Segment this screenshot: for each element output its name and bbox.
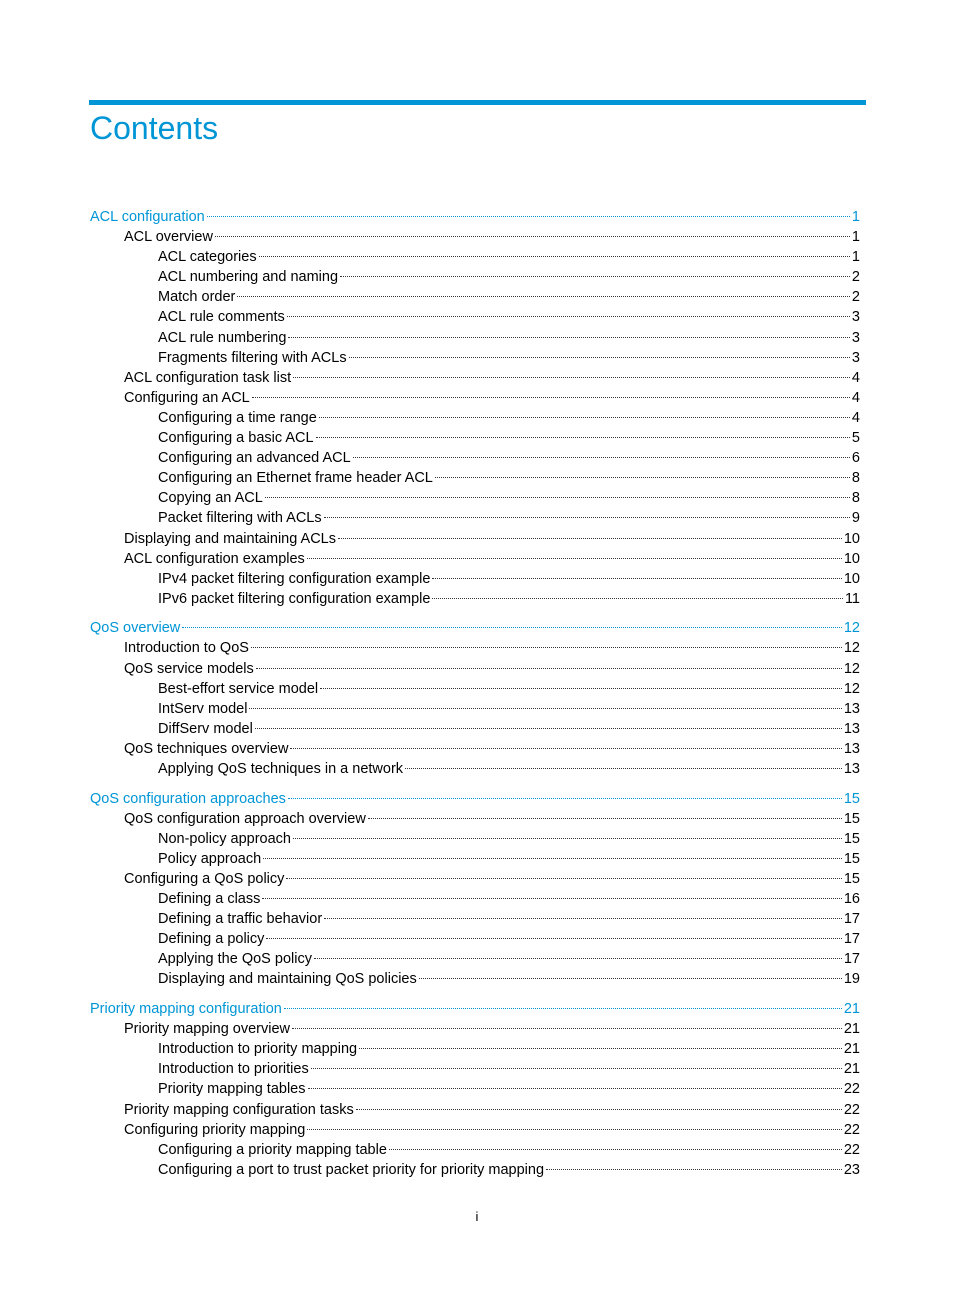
toc-entry-title: QoS configuration approach overview xyxy=(124,810,366,827)
toc-section-link[interactable] xyxy=(90,508,860,528)
toc-entry-page: 4 xyxy=(851,369,860,386)
toc-entry-page: 13 xyxy=(843,740,860,757)
toc-dot-leader xyxy=(286,878,841,879)
toc-dot-leader xyxy=(182,627,842,628)
toc-entry-title: Displaying and maintaining QoS policies xyxy=(158,971,417,988)
toc-dot-leader xyxy=(255,728,842,729)
toc-entry-page: 4 xyxy=(851,389,860,406)
toc-dot-leader xyxy=(324,918,842,919)
toc-entry-title: Priority mapping tables xyxy=(158,1081,306,1098)
toc-entry-title: Configuring a basic ACL xyxy=(158,430,314,447)
toc-section-link[interactable] xyxy=(90,468,860,488)
toc-entry-title: ACL configuration examples xyxy=(124,550,305,567)
toc-dot-leader xyxy=(252,397,850,398)
toc-chapter-link[interactable] xyxy=(90,789,860,809)
toc-entry-page: 13 xyxy=(843,720,860,737)
toc-dot-leader xyxy=(435,477,850,478)
toc-section-link[interactable] xyxy=(90,869,860,889)
toc-entry-title: ACL rule numbering xyxy=(158,329,287,346)
toc-entry-page: 1 xyxy=(851,209,860,225)
toc-entry-page: 22 xyxy=(843,1101,860,1118)
toc-entry-page: 11 xyxy=(844,590,860,607)
toc-entry-title: QoS configuration approaches xyxy=(90,790,286,807)
toc-section-link[interactable] xyxy=(90,348,860,368)
toc-entry-title: Configuring an advanced ACL xyxy=(158,450,351,467)
toc-entry-title: Introduction to priority mapping xyxy=(158,1041,358,1058)
toc-entry-page: 3 xyxy=(851,349,860,366)
toc-dot-leader xyxy=(262,898,842,899)
toc-section-link[interactable] xyxy=(90,307,860,327)
toc-section-link[interactable] xyxy=(90,529,860,549)
toc-section-link[interactable] xyxy=(90,889,860,909)
toc-section-link[interactable] xyxy=(90,739,860,759)
toc-entry-title: Configuring an Ethernet frame header ACL xyxy=(158,470,433,487)
toc-section-link[interactable] xyxy=(90,909,860,929)
toc-entry-title: Priority mapping overview xyxy=(124,1021,291,1038)
toc-entry-page: 10 xyxy=(843,530,860,547)
toc-entry-page: 15 xyxy=(843,871,860,887)
toc-entry-page: 1 xyxy=(851,249,860,266)
toc-section-link[interactable] xyxy=(90,368,860,388)
toc-entry-title: Introduction to QoS xyxy=(124,640,249,657)
toc-dot-leader xyxy=(263,858,842,859)
toc-entry-page: 17 xyxy=(843,911,860,928)
toc-entry-page: 17 xyxy=(843,931,860,948)
toc-entry-title: Configuring a time range xyxy=(158,409,317,426)
toc-dot-leader xyxy=(287,316,850,317)
toc-dot-leader xyxy=(215,236,850,237)
toc-dot-leader xyxy=(419,978,842,979)
toc-dot-leader xyxy=(293,838,842,839)
toc-entry-page: 21 xyxy=(843,1041,860,1058)
toc-entry-page: 3 xyxy=(851,329,860,346)
toc-section-link[interactable] xyxy=(90,699,860,719)
toc-dot-leader xyxy=(265,497,850,498)
toc-dot-leader xyxy=(256,668,842,669)
toc-entry-page: 2 xyxy=(851,289,860,306)
toc-section-link[interactable] xyxy=(90,1079,860,1099)
toc-section-link[interactable] xyxy=(90,287,860,307)
toc-dot-leader xyxy=(288,798,842,799)
toc-entry-page: 16 xyxy=(843,891,860,908)
toc-entry-page: 21 xyxy=(843,1061,860,1078)
toc-entry-page: 15 xyxy=(843,830,860,847)
toc-entry-title: QoS service models xyxy=(124,660,254,677)
toc-section-link[interactable] xyxy=(90,569,860,589)
toc-entry-title: Configuring an ACL xyxy=(124,389,250,406)
toc-entry-page: 12 xyxy=(843,620,860,637)
toc-section-link[interactable] xyxy=(90,388,860,408)
toc-dot-leader xyxy=(349,357,850,358)
toc-dot-leader xyxy=(290,748,841,749)
toc-section-link[interactable] xyxy=(90,1100,860,1120)
toc-dot-leader xyxy=(405,768,842,769)
toc-dot-leader xyxy=(251,647,842,648)
toc-entry-title: QoS techniques overview xyxy=(124,740,289,757)
table-of-contents xyxy=(90,207,860,1180)
toc-entry-title: IntServ model xyxy=(158,700,248,717)
toc-section-link[interactable] xyxy=(90,809,860,829)
toc-entry-title: Best-effort service model xyxy=(158,680,319,697)
toc-entry-title: Defining a policy xyxy=(158,931,265,948)
toc-entry-page: 15 xyxy=(843,850,860,867)
toc-section-link[interactable] xyxy=(90,949,860,969)
toc-dot-leader xyxy=(207,216,850,217)
toc-section-link[interactable] xyxy=(90,1019,860,1039)
toc-dot-leader xyxy=(319,417,850,418)
toc-entry-title: Match order xyxy=(158,289,236,306)
toc-dot-leader xyxy=(368,818,842,819)
toc-section-link[interactable] xyxy=(90,448,860,468)
toc-section-link[interactable] xyxy=(90,1140,860,1160)
toc-dot-leader xyxy=(432,578,841,579)
toc-entry-title: Configuring priority mapping xyxy=(124,1121,306,1138)
toc-dot-leader xyxy=(320,688,842,689)
toc-entry-title: QoS overview xyxy=(90,620,181,637)
toc-entry-title: ACL configuration task list xyxy=(124,369,292,386)
toc-entry-title: ACL overview xyxy=(124,229,213,246)
toc-dot-leader xyxy=(340,276,850,277)
toc-dot-leader xyxy=(314,958,842,959)
toc-section-link[interactable] xyxy=(90,428,860,448)
toc-dot-leader xyxy=(284,1008,842,1009)
toc-entry-title: Configuring a priority mapping table xyxy=(158,1141,387,1158)
toc-entry-page: 19 xyxy=(843,971,860,988)
toc-entry-page: 10 xyxy=(843,550,860,567)
toc-dot-leader xyxy=(546,1169,842,1170)
toc-entry-page: 22 xyxy=(843,1141,860,1158)
toc-entry-page: 13 xyxy=(843,700,860,717)
toc-section-link[interactable] xyxy=(90,659,860,679)
page-number: i xyxy=(475,1209,479,1224)
toc-entry-title: DiffServ model xyxy=(158,720,253,737)
toc-dot-leader xyxy=(293,377,850,378)
toc-entry-page: 4 xyxy=(851,409,860,426)
toc-section-link[interactable] xyxy=(90,549,860,569)
toc-dot-leader xyxy=(311,1068,842,1069)
toc-entry-title: IPv6 packet filtering configuration example xyxy=(158,590,431,607)
toc-dot-leader xyxy=(389,1149,842,1150)
toc-dot-leader xyxy=(324,517,850,518)
toc-entry-title: Configuring a port to trust packet priority for priority mapping xyxy=(158,1161,545,1178)
toc-dot-leader xyxy=(338,538,842,539)
toc-section-link[interactable] xyxy=(90,1120,860,1140)
toc-entry-page: 2 xyxy=(851,269,860,286)
toc-entry-page: 3 xyxy=(851,309,860,326)
toc-entry-title: IPv4 packet filtering configuration example xyxy=(158,570,431,587)
toc-section-link[interactable] xyxy=(90,719,860,739)
toc-entry-page: 8 xyxy=(851,490,860,507)
toc-chapter-link[interactable] xyxy=(90,618,860,638)
toc-section-link[interactable] xyxy=(90,488,860,508)
toc-entry-page: 5 xyxy=(851,430,860,447)
toc-entry-page: 12 xyxy=(843,640,860,657)
toc-entry-title: Applying QoS techniques in a network xyxy=(158,761,404,778)
toc-section-link[interactable] xyxy=(90,679,860,699)
toc-entry-page: 13 xyxy=(843,761,860,778)
toc-entry-title: Defining a traffic behavior xyxy=(158,911,323,928)
toc-entry-title: ACL configuration xyxy=(90,209,205,225)
toc-dot-leader xyxy=(249,708,841,709)
toc-entry-page: 22 xyxy=(843,1121,860,1138)
toc-entry-page: 21 xyxy=(843,1001,860,1018)
toc-section-link[interactable] xyxy=(90,408,860,428)
toc-entry-page: 17 xyxy=(843,951,860,968)
toc-entry-title: Defining a class xyxy=(158,891,261,908)
toc-section-link[interactable] xyxy=(90,759,860,779)
header-rule xyxy=(89,100,866,105)
toc-entry-title: Packet filtering with ACLs xyxy=(158,510,322,527)
toc-entry-page: 15 xyxy=(843,810,860,827)
toc-section-link[interactable] xyxy=(90,969,860,989)
toc-dot-leader xyxy=(266,938,841,939)
toc-dot-leader xyxy=(307,558,842,559)
toc-section-link[interactable] xyxy=(90,247,860,267)
toc-section-link[interactable] xyxy=(90,829,860,849)
toc-entry-title: Fragments filtering with ACLs xyxy=(158,349,347,366)
toc-chapter-link[interactable] xyxy=(90,207,860,227)
toc-dot-leader xyxy=(353,457,850,458)
toc-section-link[interactable] xyxy=(90,929,860,949)
toc-entry-title: Non-policy approach xyxy=(158,830,291,847)
toc-dot-leader xyxy=(259,256,850,257)
toc-entry-page: 12 xyxy=(843,660,860,677)
toc-entry-title: Applying the QoS policy xyxy=(158,951,312,968)
toc-dot-leader xyxy=(292,1028,842,1029)
toc-dot-leader xyxy=(356,1109,842,1110)
toc-section-link[interactable] xyxy=(90,267,860,287)
toc-entry-page: 12 xyxy=(843,680,860,697)
toc-entry-title: Displaying and maintaining ACLs xyxy=(124,530,336,547)
toc-entry-title: Configuring a QoS policy xyxy=(124,871,285,887)
toc-section-link[interactable] xyxy=(90,589,860,609)
toc-dot-leader xyxy=(288,337,850,338)
toc-section-link[interactable] xyxy=(90,1059,860,1079)
toc-dot-leader xyxy=(432,598,843,599)
toc-entry-page: 10 xyxy=(843,570,860,587)
toc-dot-leader xyxy=(359,1048,842,1049)
toc-dot-leader xyxy=(237,296,850,297)
toc-section-link[interactable] xyxy=(90,227,860,247)
page-title: Contents xyxy=(90,110,219,146)
toc-dot-leader xyxy=(308,1088,842,1089)
toc-entry-title: ACL rule comments xyxy=(158,309,285,326)
toc-entry-page: 1 xyxy=(851,229,860,246)
toc-chapter-link[interactable] xyxy=(90,999,860,1019)
toc-entry-page: 22 xyxy=(843,1081,860,1098)
toc-entry-page: 21 xyxy=(843,1021,860,1038)
toc-entry-title: Priority mapping configuration tasks xyxy=(124,1101,354,1118)
toc-dot-leader xyxy=(316,437,850,438)
toc-entry-title: Introduction to priorities xyxy=(158,1061,309,1078)
toc-entry-title: ACL numbering and naming xyxy=(158,269,339,286)
toc-entry-page: 8 xyxy=(851,470,860,487)
toc-section-link[interactable] xyxy=(90,1160,860,1180)
toc-section-link[interactable] xyxy=(90,849,860,869)
toc-dot-leader xyxy=(307,1129,842,1130)
toc-entry-title: Policy approach xyxy=(158,850,262,867)
toc-entry-title: Priority mapping configuration xyxy=(90,1001,282,1018)
toc-section-link[interactable] xyxy=(90,638,860,658)
toc-section-link[interactable] xyxy=(90,328,860,348)
toc-section-link[interactable] xyxy=(90,1039,860,1059)
toc-entry-page: 15 xyxy=(843,790,860,807)
toc-entry-title: Copying an ACL xyxy=(158,490,263,507)
toc-entry-title: ACL categories xyxy=(158,249,257,266)
toc-entry-page: 23 xyxy=(843,1161,860,1178)
toc-entry-page: 6 xyxy=(851,450,860,467)
toc-entry-page: 9 xyxy=(851,510,860,527)
